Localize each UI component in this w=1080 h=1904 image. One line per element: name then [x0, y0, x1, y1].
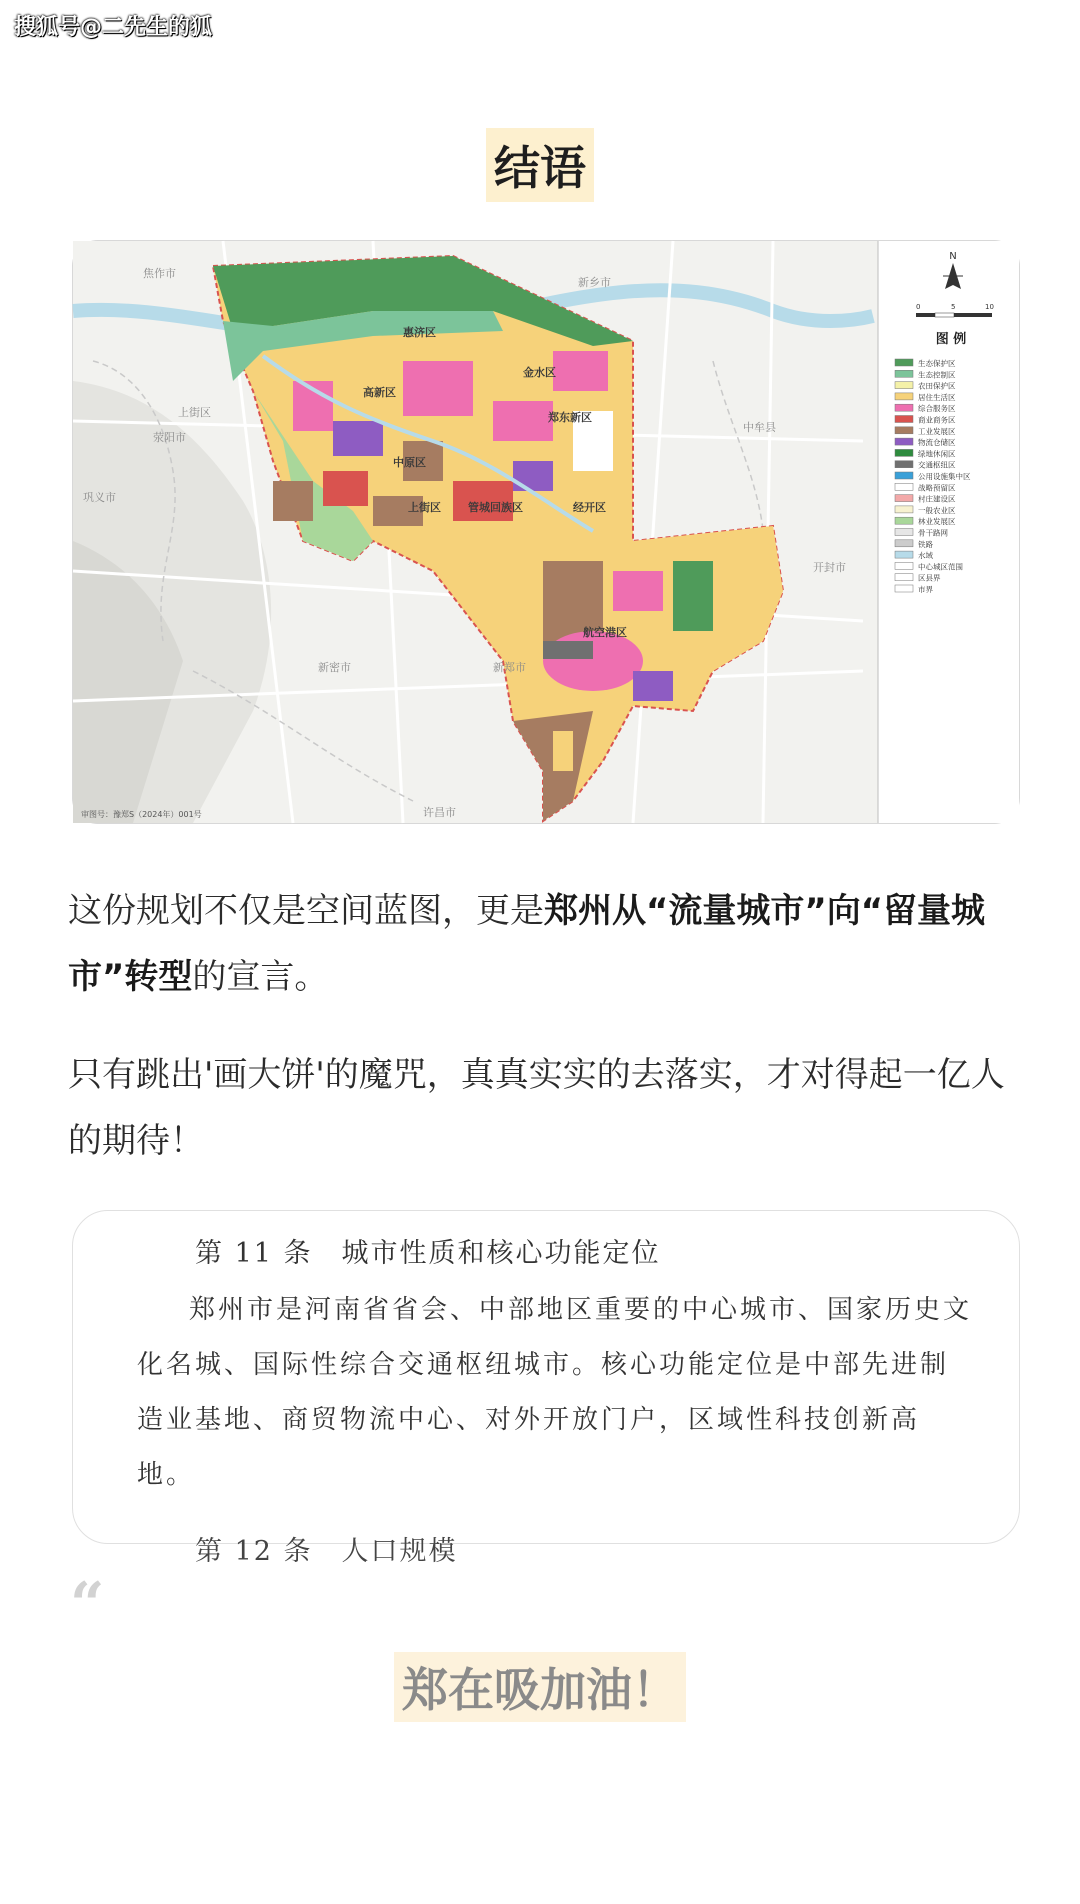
- heading-text: 结语: [486, 128, 594, 202]
- label-jinshui: 金水区: [523, 366, 556, 379]
- legend-label: 林业发展区: [918, 517, 956, 527]
- label-xuchang: 许昌市: [423, 806, 456, 819]
- quote-icon: “: [70, 1570, 105, 1640]
- label-jiaozuo: 焦作市: [143, 267, 176, 280]
- legend-title: 图 例: [935, 332, 967, 347]
- watermark: 搜狐号@二先生的狐: [14, 15, 213, 40]
- legend-label: 铁路: [918, 539, 933, 549]
- label-zhengdong: 郑东新区: [548, 411, 592, 424]
- planning-map[interactable]: [72, 240, 1020, 824]
- article-body: 郑州市是河南省省会、中部地区重要的中心城市、国家历史文化名城、国际性综合交通枢纽城市。核心功能定位是中部先进制造业基地、商贸物流中心、对外开放门户，区域性科技创新高地。: [137, 1295, 973, 1490]
- legend-label: 综合服务区: [918, 404, 956, 414]
- legend-label: 生态控制区: [918, 370, 956, 380]
- legend-swatch: [895, 359, 913, 366]
- article-next-title: 第 12 条 人口规模: [195, 1536, 458, 1567]
- legend-label: 生态保护区: [918, 359, 956, 368]
- scale-0: 0: [916, 303, 921, 311]
- legend-label: 区县界: [918, 573, 941, 583]
- legend-label: 物流仓储区: [918, 438, 956, 448]
- label-gaoxin: 高新区: [363, 386, 396, 399]
- closing-line: [0, 1652, 1080, 1722]
- legend-swatch: [895, 517, 913, 524]
- legend-swatch: [895, 483, 913, 490]
- legend-swatch: [895, 529, 913, 536]
- paragraph-1: [68, 878, 1028, 1010]
- legend-swatch: [895, 495, 913, 502]
- legend-swatch: [895, 427, 913, 434]
- paragraph-2: 只有跳出'画大饼'的魔咒，真真实实的去落实，才对得起一亿人的期待！: [68, 1055, 1005, 1161]
- legend-label: 战略预留区: [918, 483, 956, 493]
- legend-swatch: [895, 585, 913, 592]
- label-xinmi: 新密市: [318, 661, 351, 674]
- legend-swatch: [895, 551, 913, 558]
- legend-swatch: [895, 472, 913, 479]
- legend-swatch: [895, 562, 913, 569]
- legend-label: 水域: [918, 551, 933, 561]
- legend-swatch: [895, 506, 913, 513]
- legend-swatch: [895, 370, 913, 377]
- legend-swatch: [895, 404, 913, 411]
- scale-5: 5: [951, 303, 956, 311]
- legend-swatch: [895, 461, 913, 468]
- label-xingyang: 荥阳市: [153, 431, 186, 444]
- legend-label: 市界: [918, 585, 933, 594]
- legend-swatch: [895, 393, 913, 400]
- legend-label: 商业商务区: [918, 415, 956, 425]
- legend-label: 居住生活区: [918, 392, 956, 402]
- legend-swatch: [895, 382, 913, 389]
- legend-label: 绿地休闲区: [918, 449, 956, 459]
- label-hangkong: 航空港区: [583, 626, 627, 639]
- label-gongyi: 巩义市: [83, 491, 116, 504]
- label-shangjie-out: 上街区: [178, 406, 211, 419]
- legend-label: 交通枢纽区: [918, 460, 956, 470]
- closing-text: 郑在吸加油！: [394, 1652, 686, 1722]
- scale-10: 10: [985, 303, 994, 311]
- para1-text-1: 这份规划不仅是空间蓝图，更是: [68, 891, 544, 931]
- legend-swatch: [895, 416, 913, 423]
- label-xinxiang: 新乡市: [578, 276, 611, 289]
- legend-label: 农田保护区: [918, 381, 956, 391]
- legend-label: 中心城区范围: [918, 562, 963, 572]
- label-xinzheng: 新郑市: [493, 661, 526, 674]
- label-kaifeng: 开封市: [813, 561, 846, 574]
- legend-swatch: [895, 540, 913, 547]
- article-title: 第 11 条 城市性质和核心功能定位: [195, 1238, 661, 1269]
- label-huiji: 惠济区: [403, 326, 436, 339]
- legend-label: 工业发展区: [918, 426, 956, 436]
- label-shangjie: 上街区: [408, 501, 441, 514]
- legend-swatch: [895, 449, 913, 456]
- legend-label: 村庄建设区: [918, 494, 956, 504]
- legend-swatch: [895, 438, 913, 445]
- legend-swatch: [895, 574, 913, 581]
- north-label: N: [949, 251, 957, 262]
- section-heading: [0, 128, 1080, 202]
- para1-bold: 郑州从“流量城市”向“留量城市”转型: [68, 891, 986, 997]
- label-zhongyuan: 中原区: [393, 456, 426, 469]
- legend-label: 骨干路网: [918, 528, 948, 538]
- label-guancheng: 管城回族区: [468, 501, 523, 514]
- article-excerpt-card: [72, 1210, 1020, 1567]
- label-zhongmu: 中牟县: [743, 421, 776, 434]
- legend-label: 一般农业区: [918, 505, 956, 515]
- label-jingkai: 经开区: [573, 501, 606, 514]
- para1-text-2: 的宣言。: [192, 957, 329, 997]
- map-footnote: 审图号：豫郑S（2024年）001号: [81, 810, 202, 819]
- legend-label: 公用设施集中区: [918, 472, 971, 481]
